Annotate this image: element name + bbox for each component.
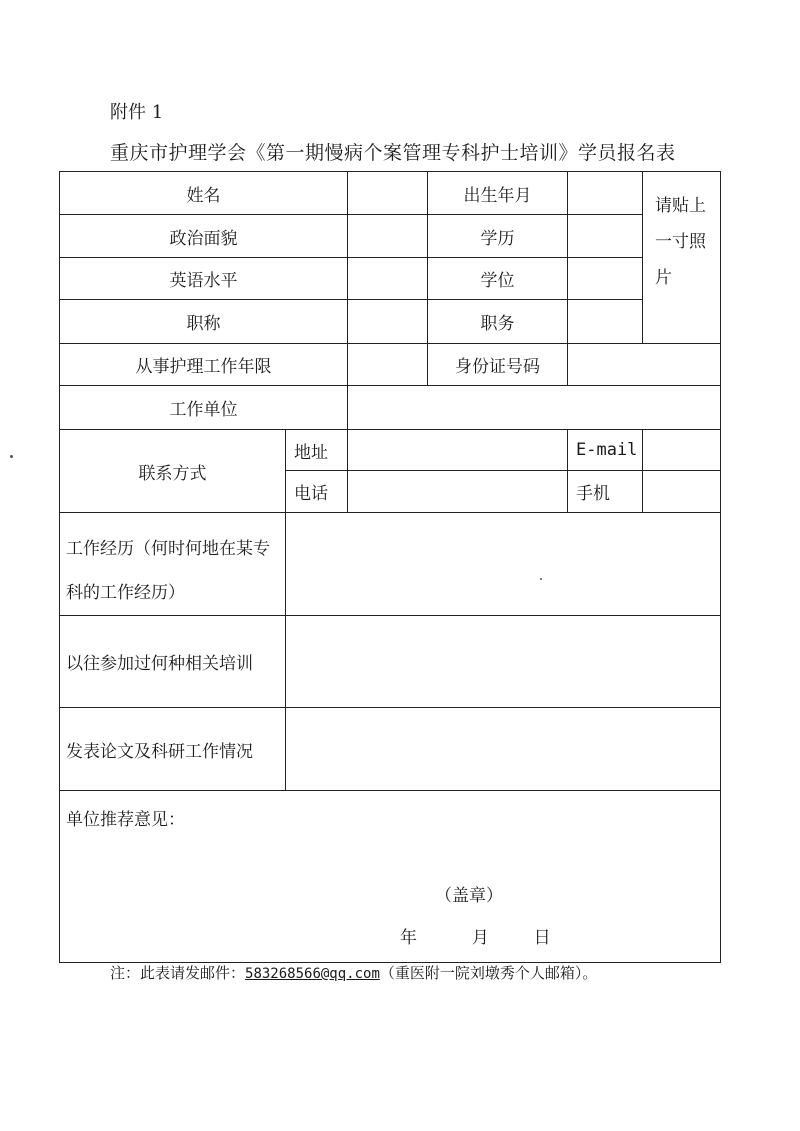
label-recommendation: 单位推荐意见： [66,810,185,830]
field-title-rank[interactable] [348,300,428,344]
footer-note [110,962,597,983]
field-years[interactable] [348,344,428,386]
label-experience: 工作经历（何时何地在某专科的工作经历） [60,513,286,616]
label-mobile: 手机 [568,471,643,513]
form-title: 重庆市护理学会《第一期慢病个案管理专科护士培训》学员报名表 [110,142,676,164]
label-political: 政治面貌 [60,215,348,258]
field-position[interactable] [568,300,643,344]
month-label: 月 [471,928,489,948]
recommendation-box[interactable] [60,791,721,963]
scan-speck [540,578,542,580]
label-degree: 学位 [428,258,568,300]
label-phone: 电话 [286,471,348,513]
label-email: E-mail [568,430,643,471]
label-english: 英语水平 [60,258,348,300]
label-birth: 出生年月 [428,172,568,215]
field-name[interactable] [348,172,428,215]
note-suffix: （重医附一院刘墩秀个人邮箱）。 [379,964,598,982]
field-political[interactable] [348,215,428,258]
date-line [400,923,551,948]
field-english[interactable] [348,258,428,300]
label-papers: 发表论文及科研工作情况 [60,708,286,791]
label-address: 地址 [286,430,348,471]
label-training: 以往参加过何种相关培训 [60,616,286,708]
field-training[interactable] [286,616,721,708]
field-experience[interactable] [286,513,721,616]
field-id-number[interactable] [568,344,721,386]
seal-text: （盖章） [435,886,503,906]
attachment-label: 附件 1 [110,102,164,123]
field-degree[interactable] [568,258,643,300]
label-id-number: 身份证号码 [428,344,568,386]
field-email[interactable] [643,430,721,471]
registration-form-table [59,171,721,963]
field-phone[interactable] [348,471,568,513]
field-address[interactable] [348,430,568,471]
label-education: 学历 [428,215,568,258]
field-mobile[interactable] [643,471,721,513]
note-prefix: 注：此表请发邮件： [110,964,246,982]
note-email-link[interactable]: 583268566@qq.com [245,966,380,982]
photo-box[interactable]: 请贴上一寸照片 [643,172,721,344]
label-years: 从事护理工作年限 [60,344,348,386]
field-papers[interactable] [286,708,721,791]
label-employer: 工作单位 [60,386,348,430]
field-employer[interactable] [348,386,721,430]
field-education[interactable] [568,215,643,258]
year-label: 年 [400,928,417,948]
scan-speck [10,455,13,458]
day-label: 日 [533,928,551,948]
field-birth[interactable] [568,172,643,215]
label-contact: 联系方式 [60,430,286,513]
label-title-rank: 职称 [60,300,348,344]
label-position: 职务 [428,300,568,344]
label-name: 姓名 [60,172,348,215]
